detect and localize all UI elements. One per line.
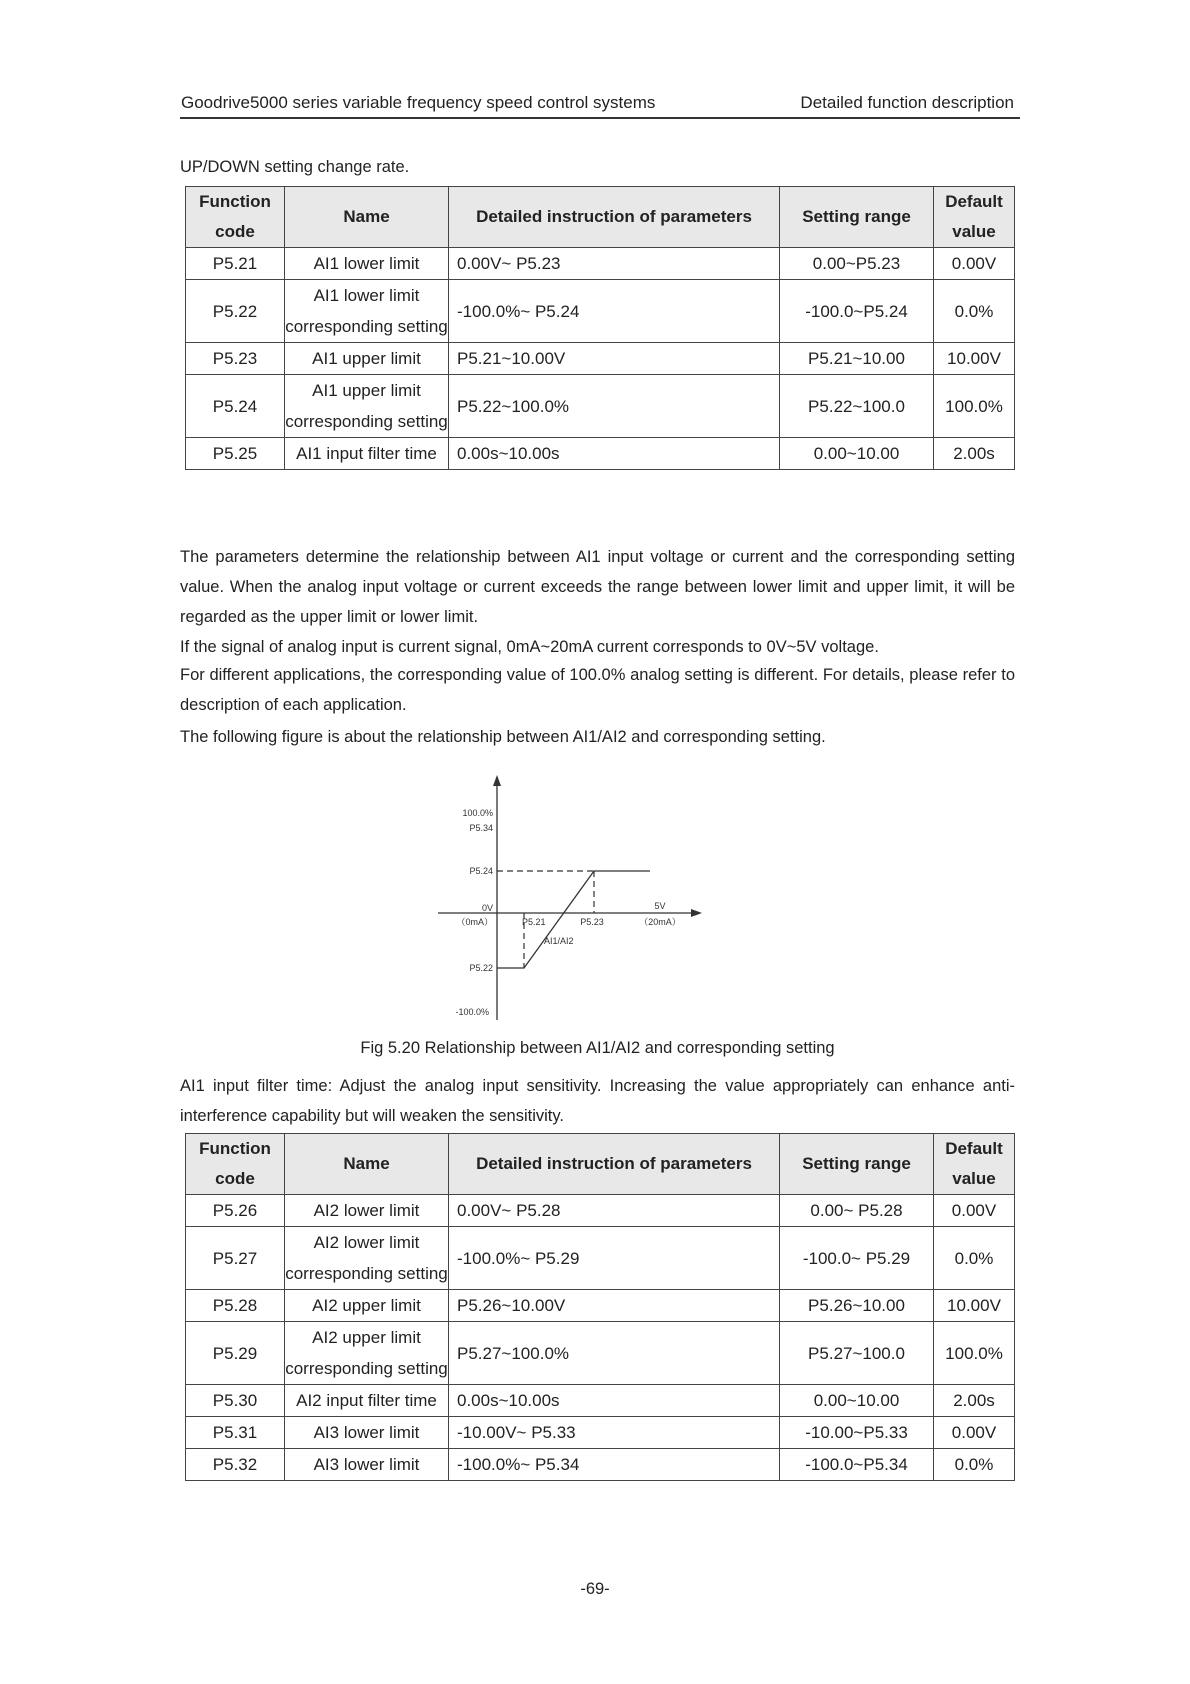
cell-instruction: -100.0%~ P5.29: [449, 1227, 780, 1290]
page-number: -69-: [580, 1580, 610, 1598]
cell-setting-range: 0.00~10.00: [780, 438, 934, 470]
upper-limit-label: P5.23: [580, 917, 604, 927]
cell-default-value: 0.00V: [934, 248, 1015, 280]
paragraph-current-signal: If the signal of analog input is current signal, 0mA~20mA current corresponds to 0V~5V voltage.: [180, 638, 879, 656]
y-top-label: 100.0%: [462, 808, 493, 818]
cell-instruction: 0.00s~10.00s: [449, 438, 780, 470]
cell-name: AI1 lower limit corresponding setting: [285, 280, 449, 343]
header-title: Goodrive5000 series variable frequency speed control systems: [181, 93, 656, 112]
cell-function-code: P5.30: [186, 1385, 285, 1417]
lower-setting-label: P5.22: [469, 963, 493, 973]
cell-function-code: P5.32: [186, 1449, 285, 1481]
upper-setting-label: P5.24: [469, 866, 493, 876]
cell-instruction: P5.21~10.00V: [449, 343, 780, 375]
table-row: [186, 438, 1015, 470]
table-row: [186, 248, 1015, 280]
header-setting-range: Setting range: [780, 187, 934, 248]
cell-setting-range: P5.27~100.0: [780, 1322, 934, 1385]
header-function-code: Function code: [186, 187, 285, 248]
parameter-table-1: [185, 186, 1015, 470]
header-default-value: Default value: [934, 187, 1015, 248]
cell-function-code: P5.22: [186, 280, 285, 343]
parameter-table-2: [185, 1133, 1015, 1481]
cell-setting-range: 0.00~ P5.28: [780, 1195, 934, 1227]
header-instruction: Detailed instruction of parameters: [449, 187, 780, 248]
cell-setting-range: -10.00~P5.33: [780, 1417, 934, 1449]
table-row: [186, 375, 1015, 438]
table-row: [186, 1385, 1015, 1417]
table-row: [186, 1195, 1015, 1227]
cell-instruction: -100.0%~ P5.24: [449, 280, 780, 343]
x-end-current-label: （20mA）: [639, 917, 681, 927]
cell-name: AI3 lower limit: [285, 1449, 449, 1481]
cell-name: AI2 lower limit corresponding setting: [285, 1227, 449, 1290]
table-row: [186, 1417, 1015, 1449]
table-row: [186, 280, 1015, 343]
cell-setting-range: P5.22~100.0: [780, 375, 934, 438]
cell-instruction: 0.00V~ P5.28: [449, 1195, 780, 1227]
cell-function-code: P5.29: [186, 1322, 285, 1385]
paragraph-relationship: The parameters determine the relationship between AI1 input voltage or current and the corresponding setting value. When the analog input voltage or current exceeds the range between lower limit and upper limit, it will be regarded as the upper limit or lower limit.: [180, 548, 1015, 626]
cell-default-value: 0.00V: [934, 1195, 1015, 1227]
cell-default-value: 0.0%: [934, 280, 1015, 343]
y-bottom-label: -100.0%: [455, 1007, 489, 1017]
header-name: Name: [285, 1134, 449, 1195]
page-header: [180, 93, 1020, 119]
relationship-figure: [430, 775, 710, 1020]
header-section: Detailed function description: [800, 93, 1014, 112]
header-function-code: Function code: [186, 1134, 285, 1195]
y-axis-arrow: [493, 775, 501, 786]
cell-instruction: 0.00s~10.00s: [449, 1385, 780, 1417]
cell-default-value: 0.00V: [934, 1417, 1015, 1449]
cell-function-code: P5.21: [186, 248, 285, 280]
cell-default-value: 100.0%: [934, 375, 1015, 438]
cell-instruction: P5.22~100.0%: [449, 375, 780, 438]
table-header-row: [186, 1134, 1015, 1195]
cell-setting-range: -100.0~P5.24: [780, 280, 934, 343]
table-row: [186, 1290, 1015, 1322]
origin-voltage-label: 0V: [481, 903, 493, 913]
cell-function-code: P5.24: [186, 375, 285, 438]
cell-default-value: 10.00V: [934, 343, 1015, 375]
cell-name: AI2 input filter time: [285, 1385, 449, 1417]
cell-instruction: -10.00V~ P5.33: [449, 1417, 780, 1449]
cell-name: AI1 upper limit corresponding setting: [285, 375, 449, 438]
cell-name: AI2 upper limit corresponding setting: [285, 1322, 449, 1385]
cell-default-value: 2.00s: [934, 1385, 1015, 1417]
cell-function-code: P5.25: [186, 438, 285, 470]
ai-characteristic-line: [497, 871, 650, 968]
cell-name: AI3 lower limit: [285, 1417, 449, 1449]
x-end-voltage-label: 5V: [654, 901, 666, 911]
cell-name: AI1 input filter time: [285, 438, 449, 470]
cell-setting-range: -100.0~P5.34: [780, 1449, 934, 1481]
paragraph-filter-time: AI1 input filter time: Adjust the analog input sensitivity. Increasing the value appropriately can enhance anti-interference capability but will weaken the sensitivity.: [180, 1077, 1015, 1125]
cell-name: AI1 upper limit: [285, 343, 449, 375]
y-top-param-label: P5.34: [469, 823, 493, 833]
table-row: [186, 343, 1015, 375]
cell-name: AI1 lower limit: [285, 248, 449, 280]
cell-function-code: P5.26: [186, 1195, 285, 1227]
cell-setting-range: P5.21~10.00: [780, 343, 934, 375]
cell-setting-range: P5.26~10.00: [780, 1290, 934, 1322]
cell-instruction: -100.0%~ P5.34: [449, 1449, 780, 1481]
header-name: Name: [285, 187, 449, 248]
paragraph-applications: For different applications, the corresponding value of 100.0% analog setting is different. For details, please refer to description of each application.: [180, 666, 1015, 714]
header-default-value: Default value: [934, 1134, 1015, 1195]
header-setting-range: Setting range: [780, 1134, 934, 1195]
table-row: [186, 1449, 1015, 1481]
lower-limit-label: P5.21: [522, 917, 546, 927]
x-axis-arrow: [691, 909, 702, 917]
paragraph-figure-intro: The following figure is about the relationship between AI1/AI2 and corresponding setting.: [180, 728, 826, 746]
cell-function-code: P5.31: [186, 1417, 285, 1449]
cell-name: AI2 upper limit: [285, 1290, 449, 1322]
figure-caption: Fig 5.20 Relationship between AI1/AI2 and corresponding setting: [360, 1039, 835, 1057]
cell-setting-range: 0.00~10.00: [780, 1385, 934, 1417]
cell-default-value: 0.0%: [934, 1449, 1015, 1481]
line-label: AI1/AI2: [544, 936, 574, 946]
cell-function-code: P5.28: [186, 1290, 285, 1322]
cell-instruction: 0.00V~ P5.23: [449, 248, 780, 280]
cell-function-code: P5.27: [186, 1227, 285, 1290]
header-instruction: Detailed instruction of parameters: [449, 1134, 780, 1195]
cell-instruction: P5.26~10.00V: [449, 1290, 780, 1322]
cell-name: AI2 lower limit: [285, 1195, 449, 1227]
cell-default-value: 2.00s: [934, 438, 1015, 470]
cell-setting-range: 0.00~P5.23: [780, 248, 934, 280]
intro-text: UP/DOWN setting change rate.: [180, 158, 410, 176]
table-row: [186, 1227, 1015, 1290]
table-header-row: [186, 187, 1015, 248]
cell-default-value: 10.00V: [934, 1290, 1015, 1322]
cell-default-value: 0.0%: [934, 1227, 1015, 1290]
table-row: [186, 1322, 1015, 1385]
cell-function-code: P5.23: [186, 343, 285, 375]
origin-current-label: （0mA）: [456, 917, 493, 927]
cell-setting-range: -100.0~ P5.29: [780, 1227, 934, 1290]
cell-default-value: 100.0%: [934, 1322, 1015, 1385]
cell-instruction: P5.27~100.0%: [449, 1322, 780, 1385]
